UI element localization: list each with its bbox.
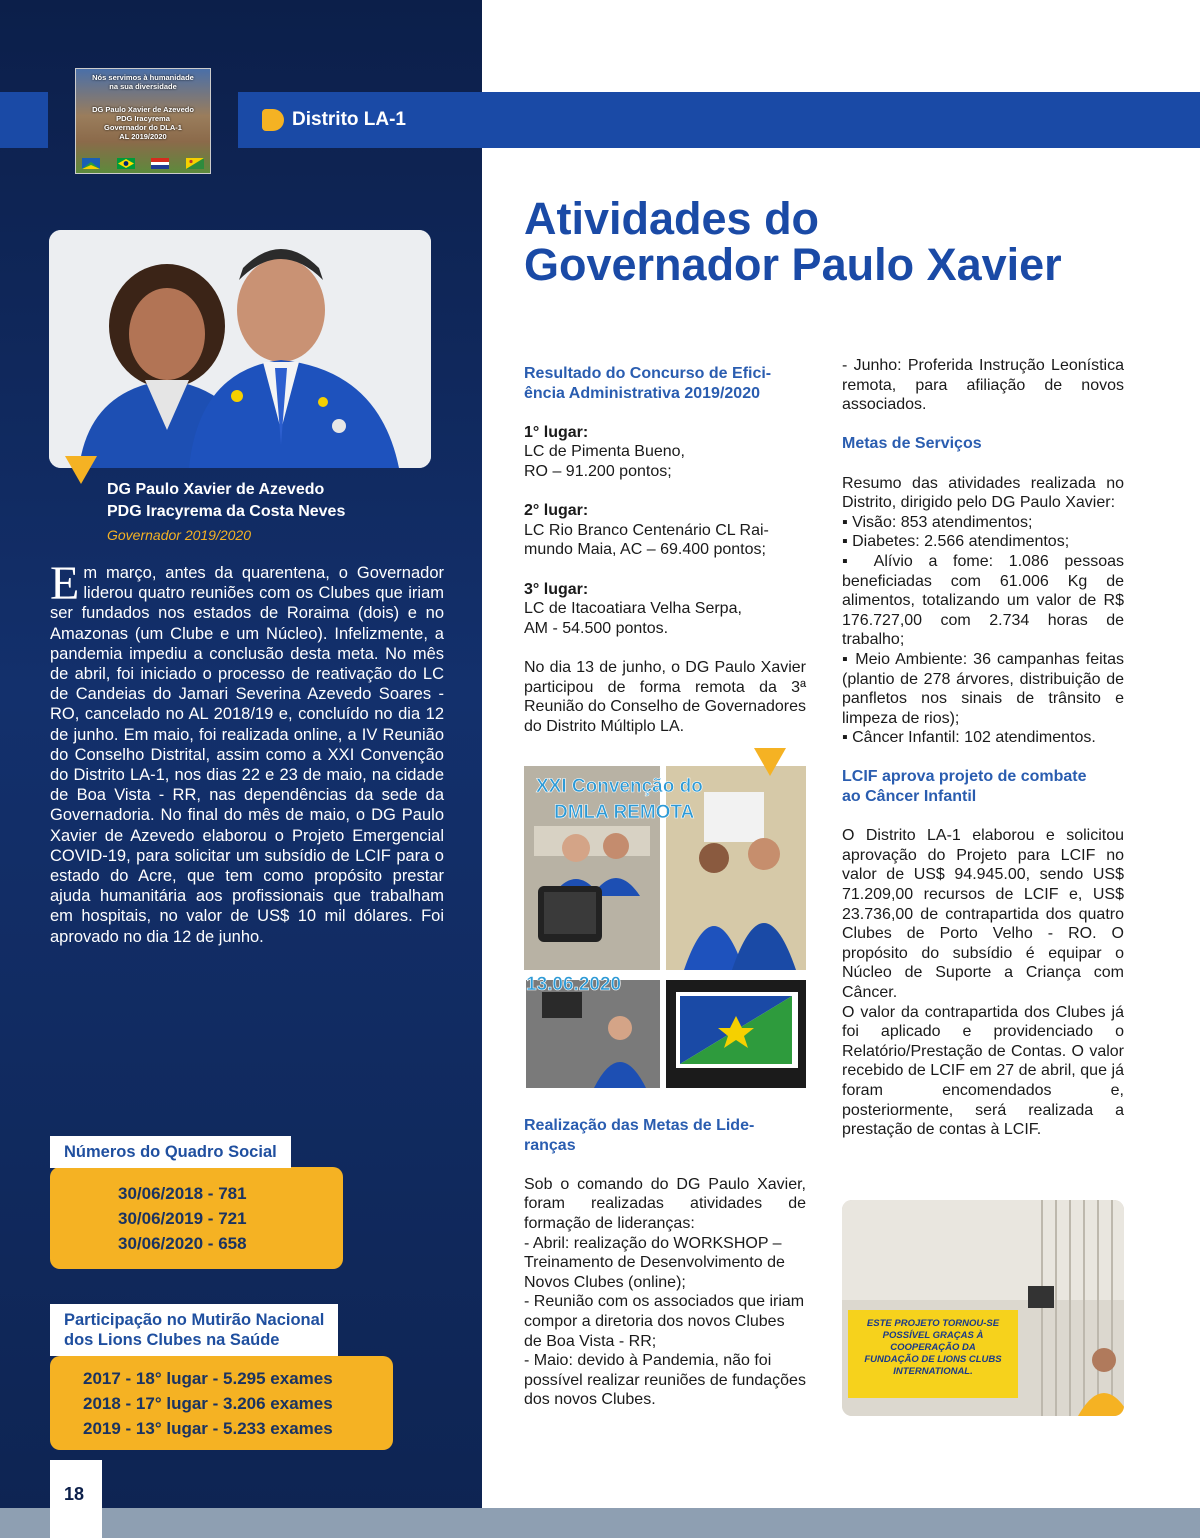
place-text: mundo Maia, AC – 69.400 pontos; <box>524 541 766 559</box>
banner-illustration <box>842 1200 1124 1416</box>
couple-illustration <box>49 230 431 468</box>
place-text: LC Rio Branco Centenário CL Rai- <box>524 521 769 539</box>
chevron-right-icon <box>262 109 284 131</box>
mutirao-label <box>50 1304 338 1356</box>
paragraph: O Distrito LA-1 elaborou e solicitou aprovação do Projeto para LCIF no valor de US$ 94.945.00, sendo US$ 71.209,00 recursos de LCIF e, US$ 23.736,00 de contrapartida dos quatro Clubes de Porto Velho - RO. O propósito do subsídio é equipar o Núcleo de Suporte a Criança com Câncer. <box>842 827 1124 1001</box>
caption-role: Governador 2019/2020 <box>107 527 251 543</box>
place-label: 2° lugar: <box>524 502 589 520</box>
lcif-banner-photo <box>842 1200 1124 1416</box>
column-1-lower <box>524 1116 806 1410</box>
title-line: Governador Paulo Xavier <box>524 239 1062 290</box>
flag-icon <box>82 158 100 169</box>
logo-line: Governador do DLA-1 <box>104 123 182 132</box>
article-title <box>524 193 1062 290</box>
logo-line: DG Paulo Xavier de Azevedo <box>92 105 194 114</box>
mutirao-item: 2018 - 17° lugar - 3.206 exames <box>83 1394 333 1413</box>
mutirao-label-line: dos Lions Clubes na Saúde <box>64 1331 280 1349</box>
column-1 <box>524 364 806 736</box>
banner-line: FUNDAÇÃO DE LIONS CLUBS <box>864 1354 1002 1365</box>
paragraph: Resumo das atividades realizada no Distrito, dirigido pelo DG Paulo Xavier: <box>842 474 1124 512</box>
place-text: LC de Itacoatiara Velha Serpa, <box>524 600 742 618</box>
governor-couple-photo <box>49 230 431 468</box>
paragraph: Sob o comando do DG Paulo Xavier, foram realizadas atividades de formação de lideranças: <box>524 1175 806 1232</box>
subheading: Resultado do Concurso de Efici- <box>524 365 772 382</box>
paragraph: O valor da contrapartida dos Clubes já foi aplicado e providenciado o Relatório/Prestação de Contas. O valor recebido de LCIF em 27 de abril, que já foram encomendados e, posteriormente, será realizada a prestação de contas à LCIF. <box>842 1003 1124 1139</box>
quadro-item: 30/06/2018 - 781 <box>118 1184 247 1203</box>
paragraph: No dia 13 de junho, o DG Paulo Xavier participou de forma remota da 3ª Reunião do Conselho de Governadores do Distrito Múltiplo LA. <box>524 658 806 735</box>
list-item: - Maio: devido à Pandemia, não foi possível realizar reuniões de fundações dos novos Clubes. <box>524 1352 806 1409</box>
flag-icon <box>186 158 204 169</box>
banner-line: INTERNATIONAL. <box>893 1366 973 1377</box>
bullet-item: ▪ Visão: 853 atendimentos; <box>842 513 1033 531</box>
paragraph: - Junho: Proferida Instrução Leonística remota, para afiliação de novos associados. <box>842 357 1124 414</box>
flag-icon <box>117 158 135 169</box>
convention-collage-photo <box>524 766 806 1088</box>
governor-logo <box>75 68 211 174</box>
subheading: LCIF aprova projeto de combate <box>842 768 1087 786</box>
title-line: Atividades do <box>524 193 820 244</box>
intro-paragraph <box>50 557 444 947</box>
bullet-item: ▪ Meio Ambiente: 36 campanhas feitas (plantio de 278 árvores, distribuição de panfletos nos sinais de trânsito e limpeza de rios); <box>842 650 1124 727</box>
column-2 <box>842 356 1124 1140</box>
logo-line: na sua diversidade <box>109 82 177 91</box>
place-label: 3° lugar: <box>524 580 589 598</box>
logo-line: Nós servimos à humanidade <box>92 73 194 82</box>
banner-line: ESTE PROJETO TORNOU-SE <box>866 1318 1000 1329</box>
intro-text: m março, antes da quarentena, o Governador liderou quatro reuniões com os Clubes que iriam ser fundados nos estados de Roraima (dois) e no Amazonas (um Clube e um Núcleo). Infelizmente, a pandemia impediu a conclusão desta meta. No mês de abril, foi iniciado o processo de reativação do LC de Candeias do Jamari Severina Azevedo Soares - RO, cancelado no AL 2018/19 e, concluído no dia 12 de junho. Em maio, foi realizada online, a IV Reunião do Conselho Distrital, assim como a XXI Convenção do Distrito LA-1, nos dias 22 e 23 de maio, na cidade de Boa Vista - RR, nas dependências da sede da Governadoria. No final do mês de maio, o DG Paulo Xavier de Azevedo elaborou o Projeto Emergencial COVID-19, para solicitar um subsídio de LCIF para o estado do Acre, que tem como propósito prestar ajuda humanitária aos profissionais que trabalham em hospitais, no valor de US$ 10 mil dólares. Foi aprovado no dia 12 de junho. <box>50 564 444 946</box>
subheading: ranças <box>524 1136 576 1154</box>
banner-line: COOPERAÇÃO DA <box>890 1342 976 1353</box>
page-number: 18 <box>64 1484 85 1504</box>
caption-name-2: PDG Iracyrema da Costa Neves <box>107 503 346 520</box>
collage-caption: DMLA REMOTA <box>554 802 695 823</box>
flag-icon <box>151 158 169 169</box>
quadro-social-box <box>50 1167 343 1269</box>
collage-caption: XXI Convenção do <box>536 776 703 797</box>
collage-marker-icon <box>754 748 786 776</box>
logo-flags <box>82 158 204 169</box>
subheading: ao Câncer Infantil <box>842 788 977 806</box>
collage-illustration <box>524 766 806 1088</box>
logo-line: PDG Iracyrema <box>116 114 170 123</box>
mutirao-label-line: Participação no Mutirão Nacional <box>64 1311 325 1329</box>
mutirao-box <box>50 1356 393 1450</box>
banner-line: POSSÍVEL GRAÇAS À <box>882 1330 984 1341</box>
logo-line: AL 2019/2020 <box>119 132 167 141</box>
subheading: Metas de Serviços <box>842 435 982 453</box>
section-title: Distrito LA-1 <box>292 109 406 130</box>
quadro-item: 30/06/2020 - 658 <box>118 1234 247 1253</box>
subheading: Realização das Metas de Lide- <box>524 1117 755 1134</box>
header-bar-left <box>0 92 48 148</box>
collage-date: 13.06.2020 <box>526 974 622 995</box>
list-item: - Reunião com os associados que iriam compor a diretoria dos novos Clubes de Boa Vista - RR; <box>524 1293 805 1350</box>
caption-name-1: DG Paulo Xavier de Azevedo <box>107 481 325 498</box>
place-text: AM - 54.500 pontos. <box>524 619 669 637</box>
bottom-strip <box>0 1508 1200 1538</box>
bullet-item: ▪ Câncer Infantil: 102 atendimentos. <box>842 729 1096 747</box>
photo-marker-icon <box>65 456 97 484</box>
place-label: 1° lugar: <box>524 423 589 441</box>
subheading: ência Administrativa 2019/2020 <box>524 384 760 402</box>
bullet-item: ▪ Diabetes: 2.566 atendimentos; <box>842 533 1070 551</box>
place-text: RO – 91.200 pontos; <box>524 462 672 480</box>
mutirao-item: 2019 - 13° lugar - 5.233 exames <box>83 1419 333 1438</box>
mutirao-item: 2017 - 18° lugar - 5.295 exames <box>83 1369 333 1388</box>
drop-cap: E <box>50 557 80 610</box>
quadro-item: 30/06/2019 - 721 <box>118 1209 247 1228</box>
quadro-social-label: Números do Quadro Social <box>50 1136 291 1168</box>
list-item: - Abril: realização do WORKSHOP – Treinamento de Desenvolvimento de Novos Clubes (online); <box>524 1234 785 1291</box>
bullet-item: ▪ Alívio a fome: 1.086 pessoas beneficiadas com 61.006 Kg de alimentos, totalizando um valor de R$ 176.727,00 com 2.734 horas de trabalho; <box>842 552 1124 649</box>
place-text: LC de Pimenta Bueno, <box>524 443 685 461</box>
